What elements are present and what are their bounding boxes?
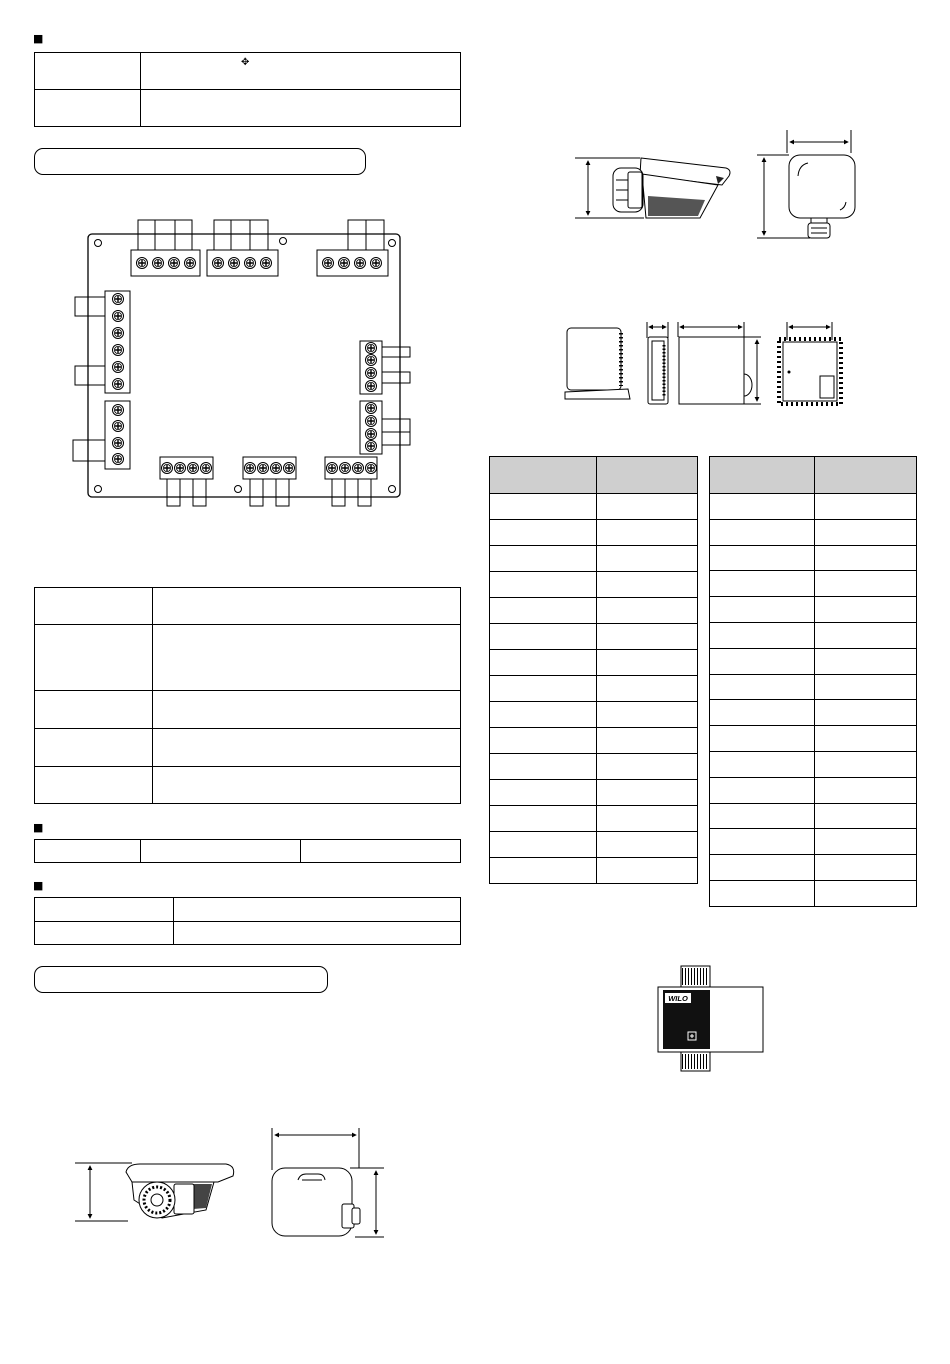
room-unit-side-view xyxy=(647,322,668,404)
table-cell xyxy=(35,840,141,863)
terminal-block-right-2 xyxy=(360,401,410,454)
table-cell xyxy=(710,751,815,777)
table-row xyxy=(490,598,698,624)
table-cell xyxy=(490,702,597,728)
table-row xyxy=(35,767,461,804)
table-cell xyxy=(710,726,815,752)
brand-logo-text: WILO xyxy=(668,994,688,1003)
table-cell xyxy=(490,858,597,884)
table-cell xyxy=(597,754,698,780)
table-cell xyxy=(153,767,461,804)
table-cell xyxy=(490,494,597,520)
table-cell xyxy=(710,519,815,545)
table-cell xyxy=(35,90,141,127)
table-cell xyxy=(35,767,153,804)
table-cell xyxy=(815,519,917,545)
table-row xyxy=(490,520,698,546)
table-row xyxy=(490,780,698,806)
table-cell xyxy=(710,494,815,520)
table-cell xyxy=(35,588,153,625)
terminal-block-right-1 xyxy=(360,341,410,394)
terminal-block-left-2 xyxy=(73,401,130,469)
table-cell xyxy=(35,53,141,90)
table-row xyxy=(35,90,461,127)
room-unit-perspective-view xyxy=(565,328,630,399)
table-cell xyxy=(597,494,698,520)
table-cell xyxy=(490,520,597,546)
table-cell xyxy=(710,622,815,648)
table-row xyxy=(35,729,461,767)
table-cell xyxy=(710,571,815,597)
table-row xyxy=(710,519,917,545)
table-cell xyxy=(815,803,917,829)
table-cell xyxy=(815,597,917,623)
table-row xyxy=(490,546,698,572)
table-cell xyxy=(141,90,461,127)
table-cell xyxy=(490,598,597,624)
table-row xyxy=(35,588,461,625)
table-row xyxy=(710,597,917,623)
table-cell xyxy=(815,648,917,674)
table-cell xyxy=(35,625,153,691)
table-row xyxy=(710,880,917,906)
terminal-block-bottom-1 xyxy=(160,457,213,506)
table-cell xyxy=(153,691,461,729)
table-cell xyxy=(815,829,917,855)
table-row xyxy=(710,700,917,726)
table-cell xyxy=(597,572,698,598)
resistance-table-left xyxy=(489,456,697,884)
table-cell xyxy=(35,729,153,767)
table-row xyxy=(710,726,917,752)
table-cell xyxy=(710,700,815,726)
table-row xyxy=(490,676,698,702)
table-row xyxy=(35,898,461,922)
section-marker-3: ■ xyxy=(33,879,44,892)
table-row xyxy=(710,803,917,829)
table-cell xyxy=(35,922,174,945)
section-marker-1: ■ xyxy=(33,32,44,45)
table-row xyxy=(490,650,698,676)
table-cell xyxy=(35,691,153,729)
spec-row-table xyxy=(34,839,460,863)
section-heading-box-2 xyxy=(34,966,328,993)
table-cell xyxy=(35,898,174,922)
table-cell xyxy=(815,494,917,520)
table-cell xyxy=(710,545,815,571)
table-cell xyxy=(490,754,597,780)
table-cell xyxy=(597,702,698,728)
table-cell xyxy=(490,728,597,754)
table-row xyxy=(710,855,917,881)
table-row xyxy=(710,648,917,674)
table-cell xyxy=(815,571,917,597)
table-cell xyxy=(490,806,597,832)
table-cell xyxy=(597,832,698,858)
resistance-left-header-cell xyxy=(490,457,597,494)
table-row xyxy=(490,754,698,780)
table-row xyxy=(490,572,698,598)
table-cell xyxy=(815,545,917,571)
table-row xyxy=(35,625,461,691)
table-row xyxy=(490,858,698,884)
table-cell xyxy=(490,780,597,806)
table-cell xyxy=(710,777,815,803)
table-cell xyxy=(490,832,597,858)
resistance-right-header-cell xyxy=(710,457,815,494)
table-row xyxy=(490,806,698,832)
table-row xyxy=(710,494,917,520)
table-cell xyxy=(174,898,461,922)
table-cell xyxy=(597,624,698,650)
table-row xyxy=(710,674,917,700)
terminal-block-top-3 xyxy=(317,220,388,276)
table-row xyxy=(35,922,461,945)
spec-pairs-table xyxy=(34,897,460,945)
terminal-functions-table xyxy=(34,587,460,804)
table-cell xyxy=(710,597,815,623)
table-cell xyxy=(815,674,917,700)
table-cell xyxy=(597,780,698,806)
sensor-side-view-bottom xyxy=(75,1163,234,1221)
table-row xyxy=(710,777,917,803)
terminal-block-bottom-3 xyxy=(325,457,377,506)
table-row xyxy=(35,691,461,729)
section-heading-box-1 xyxy=(34,148,366,175)
table-cell xyxy=(490,546,597,572)
wiring-info-table xyxy=(34,52,460,127)
table-cell xyxy=(597,806,698,832)
sensor-front-view-top xyxy=(757,130,855,238)
table-row xyxy=(35,53,461,90)
table-cell xyxy=(815,700,917,726)
table-cell xyxy=(490,572,597,598)
table-cell xyxy=(815,855,917,881)
table-cell xyxy=(153,729,461,767)
table-row xyxy=(710,571,917,597)
table-cell xyxy=(710,803,815,829)
table-cell xyxy=(174,922,461,945)
table-cell xyxy=(301,840,461,863)
table-cell xyxy=(153,588,461,625)
circulation-pump-drawing xyxy=(658,966,763,1071)
terminal-block-top-1 xyxy=(131,220,200,276)
table-cell xyxy=(153,625,461,691)
table-cell xyxy=(597,598,698,624)
table-cell xyxy=(597,728,698,754)
terminal-block-top-2 xyxy=(207,220,278,276)
table-cell xyxy=(490,676,597,702)
table-cell xyxy=(815,726,917,752)
terminal-block-left-1 xyxy=(75,291,130,393)
room-unit-front-view xyxy=(678,322,761,404)
table-row xyxy=(710,545,917,571)
table-cell xyxy=(710,674,815,700)
table-cell xyxy=(597,858,698,884)
terminal-block-bottom-2 xyxy=(243,457,296,506)
room-unit-back-view xyxy=(779,322,841,404)
table-cell xyxy=(141,840,301,863)
table-row xyxy=(710,829,917,855)
table-row xyxy=(490,494,698,520)
resistance-right-header-cell xyxy=(815,457,917,494)
table-cell xyxy=(597,546,698,572)
table-cell xyxy=(597,676,698,702)
table-row xyxy=(490,624,698,650)
table-cell xyxy=(597,520,698,546)
resistance-table-right xyxy=(709,456,916,907)
table-cell xyxy=(710,855,815,881)
table-cell xyxy=(815,777,917,803)
sensor-side-view-top xyxy=(575,158,730,218)
table-row xyxy=(710,622,917,648)
table-cell xyxy=(710,880,815,906)
table-cell: ✥ xyxy=(141,53,461,90)
table-row xyxy=(490,832,698,858)
table-row xyxy=(490,702,698,728)
sensor-front-view-bottom xyxy=(272,1128,384,1237)
table-row xyxy=(35,840,461,863)
section-marker-2: ■ xyxy=(33,821,44,834)
table-cell xyxy=(597,650,698,676)
wilo-logo xyxy=(665,993,691,1003)
table-cell xyxy=(490,624,597,650)
table-cell xyxy=(710,829,815,855)
table-cell xyxy=(815,751,917,777)
controller-board-diagram xyxy=(73,220,410,506)
table-cell xyxy=(710,648,815,674)
table-row xyxy=(710,751,917,777)
table-cell xyxy=(815,880,917,906)
resistance-left-header-cell xyxy=(597,457,698,494)
table-row xyxy=(490,728,698,754)
table-cell xyxy=(815,622,917,648)
table-cell xyxy=(490,650,597,676)
